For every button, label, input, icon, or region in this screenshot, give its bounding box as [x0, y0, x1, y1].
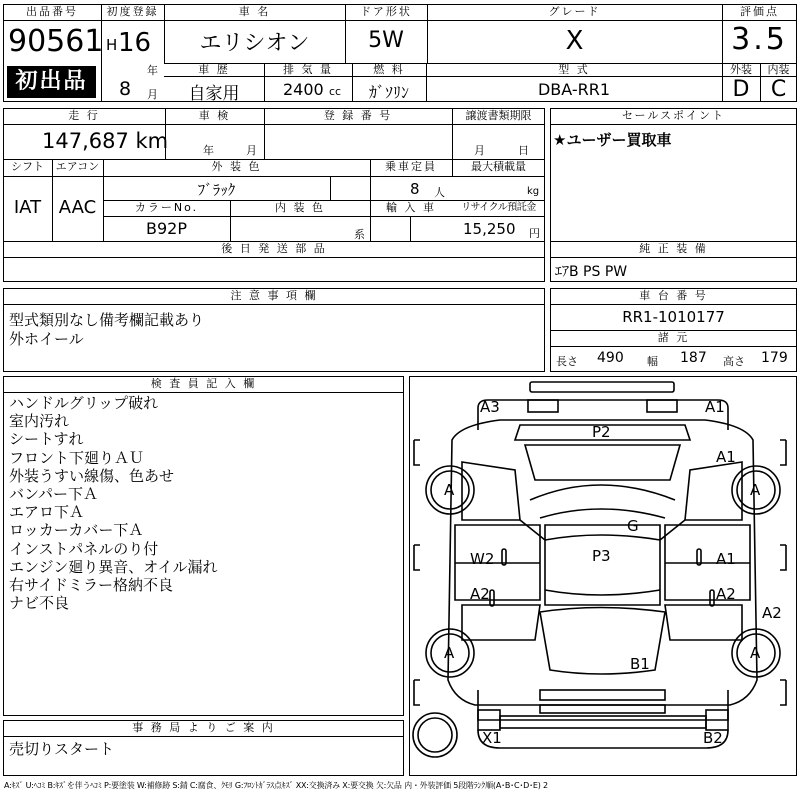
- inspector-line: 右サイドミラー格納不良: [9, 575, 173, 594]
- damage-label-W2: W2: [470, 550, 495, 568]
- damage-label-A2-side: A2: [762, 604, 782, 622]
- displacement-header: 排 気 量: [283, 63, 333, 76]
- max-load-header: 最大積載量: [471, 160, 526, 173]
- height-label: 高さ: [723, 355, 745, 368]
- notes-header: 注 意 事 項 欄: [230, 289, 318, 302]
- inspector-line: 室内汚れ: [9, 412, 70, 431]
- interior-color-header: 内 装 色: [275, 201, 325, 214]
- shaken-month-unit: 月: [246, 144, 257, 157]
- fuel: ｶﾞｿﾘﾝ: [368, 83, 409, 102]
- chassis-number-header: 車 台 番 号: [639, 289, 708, 302]
- color-number: B92P: [146, 219, 187, 238]
- width-value: 187: [680, 350, 707, 366]
- width-label: 幅: [647, 355, 658, 368]
- inspector-line: バンパー下Ａ: [9, 484, 98, 503]
- length-value: 490: [597, 350, 624, 366]
- model-code-header: 型 式: [558, 63, 590, 76]
- dimensions-header: 諸 元: [657, 331, 690, 344]
- damage-label-A1-top: A1: [705, 398, 725, 416]
- shift: IAT: [13, 197, 42, 218]
- inspector-header: 検 査 員 記 入 欄: [150, 377, 257, 390]
- history-header: 車 歴: [198, 63, 230, 76]
- inspector-line: ナビ不良: [9, 594, 70, 613]
- damage-label-A-front-right: A: [750, 481, 761, 499]
- damage-label-B1: B1: [630, 655, 650, 673]
- height-value: 179: [761, 350, 788, 366]
- history: 自家用: [188, 84, 240, 104]
- damage-label-A1-front: A1: [716, 448, 736, 466]
- inspector-line: フロント下廻りＡＵ: [9, 448, 145, 467]
- registration-number-header: 登 録 番 号: [323, 109, 393, 122]
- import-header: 輸 入 車: [386, 201, 436, 214]
- door-header: ドア形状: [360, 5, 412, 18]
- mileage: 147,687 km: [42, 129, 169, 153]
- door-type: 5W: [368, 28, 404, 53]
- sales-point-header: セールスポイント: [621, 109, 725, 122]
- equipment: ｴｱB PS PW: [555, 264, 628, 280]
- lot-number-header: 出品番号: [26, 5, 78, 18]
- capacity-unit: 人: [434, 186, 445, 199]
- exterior-grade: D: [732, 77, 750, 102]
- damage-label-A-rear-right: A: [750, 644, 761, 662]
- transfer-deadline-header: 譲渡書類期限: [465, 109, 532, 122]
- transfer-day-unit: 日: [518, 144, 529, 157]
- exterior-header: 外装: [730, 63, 752, 76]
- inspector-line: ハンドルグリップ破れ: [9, 394, 159, 412]
- office-header: 事 務 局 よ り ご 案 内: [132, 721, 275, 734]
- inspector-line: シートすれ: [9, 430, 84, 449]
- damage-label-B2: B2: [703, 729, 723, 747]
- damage-label-A1-right: A1: [716, 550, 736, 568]
- aircon-header: エアコン: [55, 160, 100, 173]
- inspector-line: インストパネルのり付: [9, 539, 159, 558]
- later-parts-header: 後 日 発 送 部 品: [221, 242, 327, 255]
- equipment-header: 純 正 装 備: [639, 242, 708, 255]
- capacity-header: 乗車定員: [385, 160, 437, 173]
- chassis-number: RR1-1010177: [622, 308, 725, 326]
- first-registration-header: 初度登録: [106, 5, 159, 18]
- exterior-color-header: 外 装 色: [211, 160, 262, 173]
- recycle-header: リサイクル預託金: [461, 202, 536, 213]
- damage-label-X1: X1: [482, 729, 502, 747]
- note-line: 外ホイール: [9, 330, 84, 348]
- max-load-unit: kg: [527, 186, 540, 197]
- damage-label-P2: P2: [592, 423, 611, 441]
- shaken-header: 車 検: [198, 109, 231, 122]
- inspector-line: エアロ下Ａ: [9, 503, 85, 522]
- transfer-month-unit: 月: [474, 144, 485, 157]
- mileage-header: 走 行: [68, 109, 100, 122]
- lot-number: 90561: [8, 24, 104, 59]
- inspector-line: 外装うすい線傷、色あせ: [9, 466, 175, 485]
- damage-label-G: G: [627, 517, 639, 535]
- interior-header: 内装: [767, 63, 790, 76]
- sales-point: ★ユーザー買取車: [553, 131, 672, 149]
- inspector-line: エンジン廻り異音、オイル漏れ: [9, 557, 218, 576]
- first-listing-badge: 初出品: [7, 66, 96, 98]
- displacement-unit: cc: [329, 85, 342, 98]
- interior-color-unit: 系: [354, 228, 365, 241]
- shaken-year-unit: 年: [203, 144, 214, 157]
- damage-label-A2-left: A2: [470, 585, 490, 603]
- recycle-unit: 円: [529, 227, 540, 240]
- damage-label-A-rear-left: A: [444, 644, 455, 662]
- length-label: 長さ: [556, 355, 578, 368]
- capacity: 8: [410, 180, 420, 198]
- fuel-header: 燃 料: [373, 63, 405, 76]
- car-name: エリシオン: [199, 31, 310, 56]
- shift-header: シフト: [11, 160, 44, 173]
- interior-grade: C: [770, 77, 787, 102]
- inspector-notes: [9, 394, 218, 612]
- first-registration-year: 16: [118, 28, 152, 58]
- color-number-header: カラーNo.: [134, 201, 199, 214]
- damage-label-A3: A3: [480, 398, 500, 416]
- era: H: [106, 36, 118, 54]
- inspector-line: ロッカーカバー下Ａ: [9, 521, 144, 540]
- year-unit: 年: [147, 64, 158, 77]
- grade-header: グレード: [548, 5, 601, 18]
- score: 3.5: [731, 22, 788, 57]
- month-unit: 月: [147, 88, 158, 101]
- grade: X: [565, 26, 584, 56]
- exterior-color: ﾌﾞﾗｯｸ: [197, 181, 236, 199]
- office-message: 売切りスタート: [9, 740, 115, 758]
- note-line: 型式類別なし備考欄記載あり: [9, 311, 205, 329]
- aircon: AAC: [58, 197, 97, 218]
- car-name-header: 車 名: [238, 5, 271, 18]
- first-registration-month: 8: [119, 78, 132, 100]
- recycle-fee: 15,250: [463, 220, 516, 238]
- damage-label-A-front-left: A: [444, 481, 455, 499]
- model-code: DBA-RR1: [537, 80, 611, 99]
- legend: A:ｷｽﾞ U:ﾍｺﾐ B:ｷｽﾞを伴うﾍｺﾐ P:要塗装 W:補修跡 S:錆 C:腐食、ｸﾓﾘ G:ﾌﾛﾝﾄｶﾞﾗｽ点ｷｽﾞ XX:交換済み X:要交換 欠:欠品 内・外装評価 5段階ﾗﾝｸ順(A･B･C･D･E) 2: [4, 781, 548, 790]
- damage-label-A2-right: A2: [716, 585, 736, 603]
- damage-label-P3: P3: [592, 547, 611, 565]
- score-header: 評価点: [740, 5, 779, 18]
- displacement: 2400: [283, 80, 324, 99]
